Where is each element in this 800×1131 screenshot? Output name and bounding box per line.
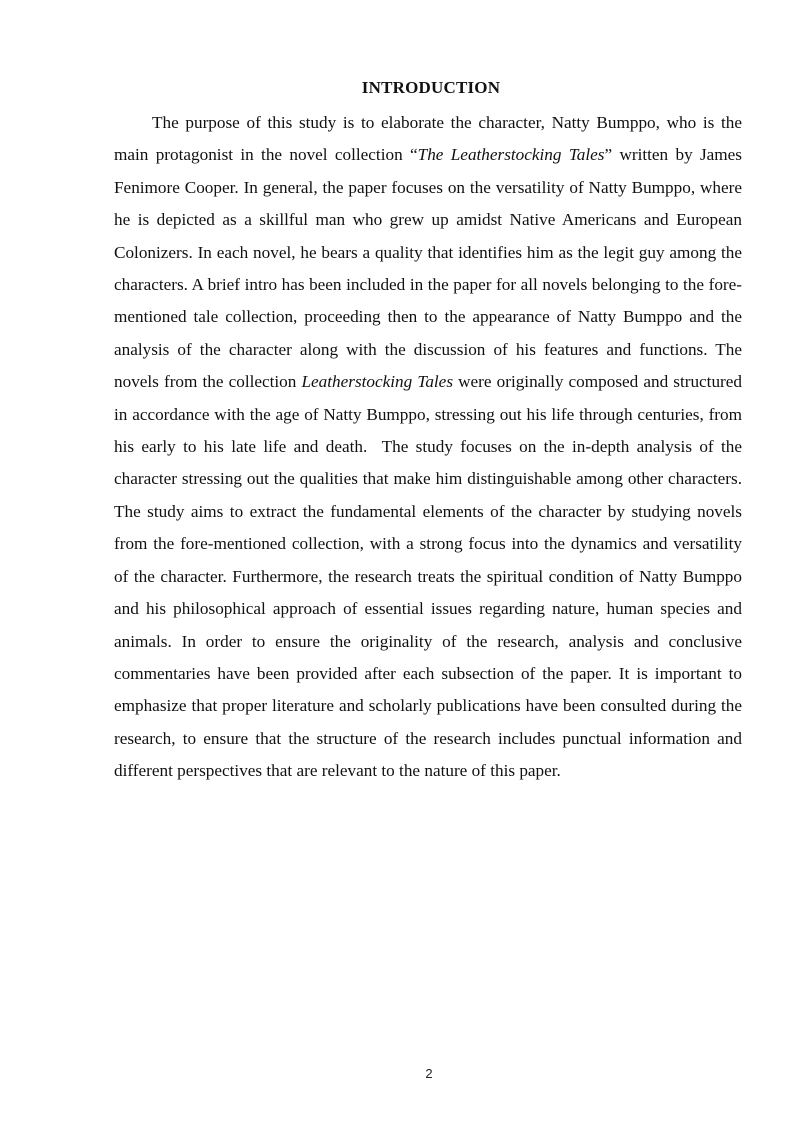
introduction-paragraph [114,107,742,788]
section-heading: INTRODUCTION [361,78,501,97]
paragraph-text-part-2: ” written by James Fenimore Cooper. In general, the paper focuses on the versatility of Natty Bumppo, where he is depicted as a skillful man who grew up amidst Native Americans and European Colonizers. In each novel, he bears a quality that identifies him as the legit guy among the characters. A brief intro has been included in the paper for all novels belonging to the fore-mentioned tale collection, proceeding then to the appearance of Natty Bumppo and the analysis of the character along with the discussion of his features and functions. The novels from the collection [114,145,742,392]
paragraph-text-part-3: were originally composed and structured in accordance with the age of Natty Bumppo, stressing out his life through centuries, from his early to his late life and death. The study focuses on the in-depth analysis of the character stressing out the qualities that make him distinguishable among other characters. The study aims to extract the fundamental elements of the character by studying novels from the fore-mentioned collection, with a strong focus into the dynamics and versatility of the character. Furthermore, the research treats the spiritual condition of Natty Bumppo and his philosophical approach of essential issues regarding nature, human species and animals. In order to ensure the originality of the research, analysis and conclusive commentaries have been provided after each subsection of the paper. It is important to emphasize that proper literature and scholarly publications have been consulted during the research, to ensure that the structure of the research includes punctual information and different perspectives that are relevant to the nature of this paper. [114,372,742,781]
collection-title-italic: Leatherstocking Tales [301,372,454,392]
novel-collection-title: The Leatherstocking Tales [417,145,605,165]
page-number: 2 [425,1066,433,1081]
paragraph-text-part-1: The purpose of this study is to elaborate the character, Natty Bumppo, who is the main protagonist in the novel collection “ [114,113,742,165]
